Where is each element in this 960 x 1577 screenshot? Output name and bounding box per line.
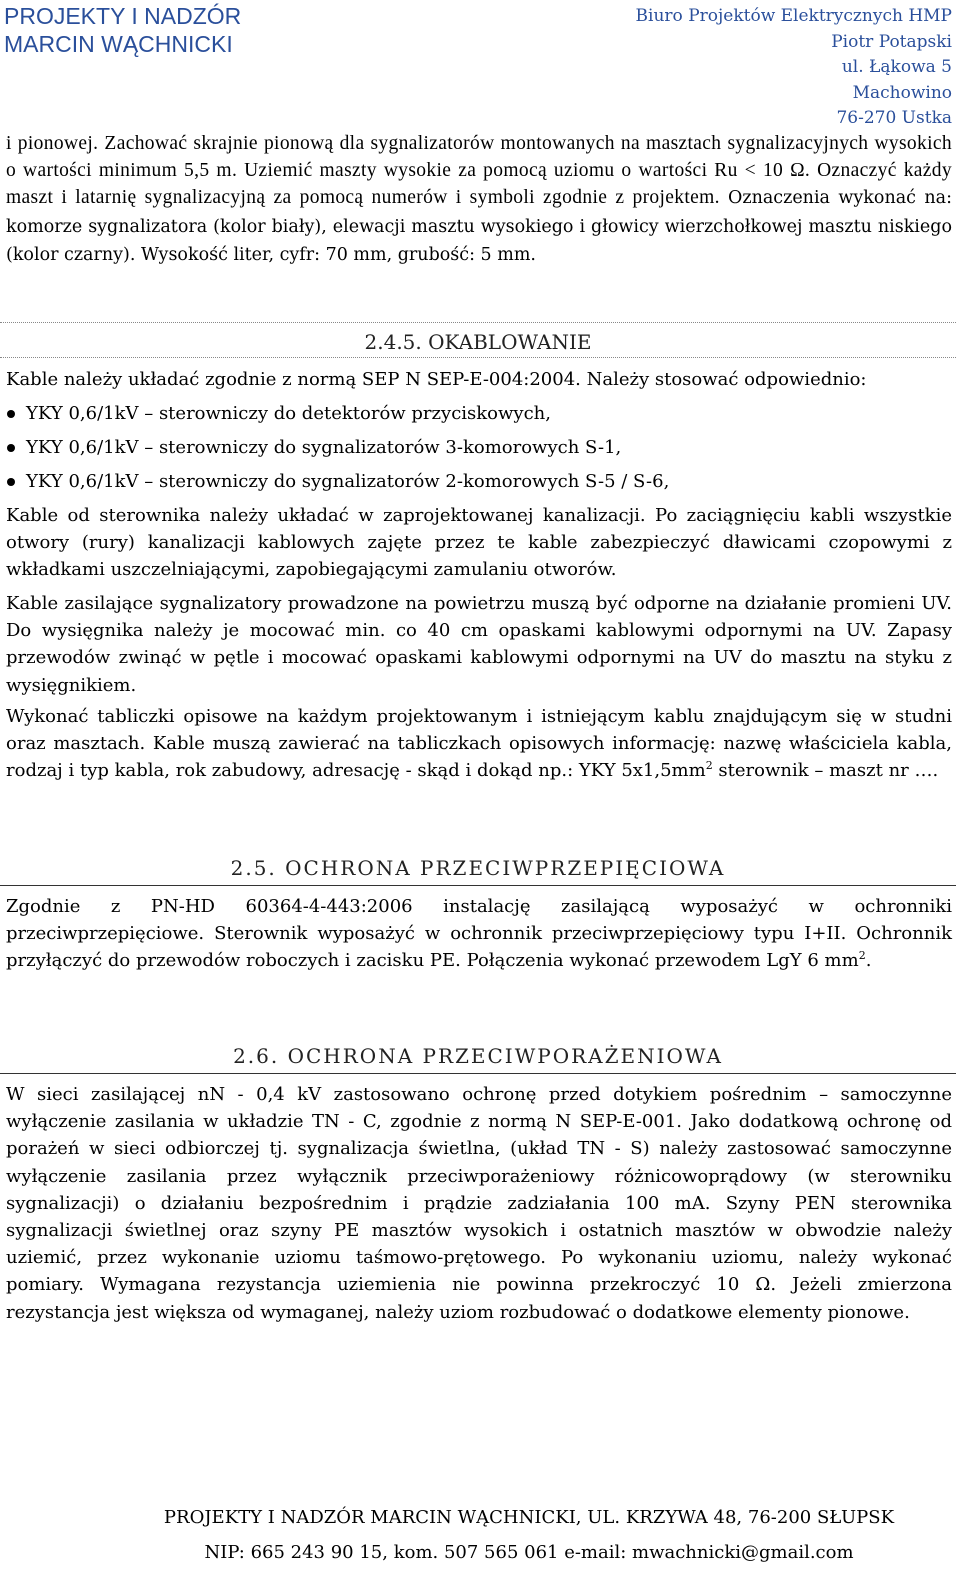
list-item-text: YKY 0,6/1kV – sterowniczy do sygnalizatorów 2-komorowych S-5 / S-6, <box>26 471 670 492</box>
section-heading-shock-protection: 2.6. OCHRONA PRZECIWPORAŻENIOWA <box>233 1044 723 1068</box>
cable-tags-text: Wykonać tabliczki opisowe na każdym projektowanym i istniejącym kablu znajdującym się w studni oraz masztach. Kable muszą zawierać na tabliczkach opisowych informację: nazwę właściciela kabla, rodzaj i typ kabla, rok zabudowy, adresację - skąd i dokąd np.: YKY 5x1,5mm <box>6 706 952 782</box>
paragraph-overhead-cables: Kable zasilające sygnalizatory prowadzone na powietrzu muszą być odporne na działanie promieni UV. Do wysięgnika należy je mocować min. co 40 cm opaskami kablowymi odpornymi na UV. Zapasy przewodów zwinąć w pętle i mocować opaskami kablowymi odpornymi na UV do masztu na styku z wysięgnikiem. <box>6 593 952 696</box>
paragraph-cable-tags <box>6 703 952 785</box>
cable-type-list <box>6 398 952 500</box>
paragraph-masts <box>6 130 952 269</box>
header-address <box>636 4 952 132</box>
bullet-icon <box>7 410 15 418</box>
header-address-line: 76-270 Ustka <box>836 108 952 128</box>
cable-tags-text-end: sterownik – maszt nr …. <box>712 760 939 782</box>
paragraph-surge-protection <box>6 893 952 975</box>
header-address-line: Piotr Potapski <box>831 31 952 52</box>
bullet-icon <box>7 444 15 452</box>
section-heading-surge-protection: 2.5. OCHRONA PRZECIWPRZEPIĘCIOWA <box>230 856 726 880</box>
header-address-line: Machowino <box>852 82 952 103</box>
footer-contact: NIP: 665 243 90 15, kom. 507 565 061 e-mail: mwachnicki@gmail.com <box>204 1542 854 1563</box>
paragraph-cable-ducts: Kable od sterownika należy układać w zaprojektowanej kanalizacji. Po zaciągnięciu kabli wszystkie otwory (rury) kanalizacji kablowych zajęte przez te kable zabezpieczyć dławicami czopowymi z wkładkami uszczelniającymi, zapobiegającymi zamulaniu otworów. <box>6 505 952 581</box>
section-heading-cabling: 2.4.5. OKABLOWANIE <box>364 330 592 354</box>
superscript: 2 <box>858 949 866 963</box>
surge-protection-text: Zgodnie z PN-HD 60364-4-443:2006 instalację zasilającą wyposażyć w ochronniki przeciwprzepięciowe. Sterownik wyposażyć w ochronnik przeciwprzepięciowy typu I+II. Ochronnik przyłączyć do przewodów roboczych i zacisku PE. Połączenia wykonać przewodem LgY 6 mm <box>6 896 952 972</box>
paragraph-shock-protection: W sieci zasilającej nN - 0,4 kV zastosowano ochronę przed dotykiem pośrednim – samoczynne wyłączenie zasilania w układzie TN - C, zgodnie z normą N SEP-E-001. Jako dodatkową ochronę od porażeń w sieci odbiorczej tj. sygnalizacja świetlna, (układ TN - S) należy zastosować samoczynne wyłączenie zasilania przez wyłącznik przeciwporażeniowy różnicowoprądowy (w sterowniku sygnalizacji) o działaniu bezpośrednim i prądzie zadziałania 100 mA. Szyny PEN sterownika sygnalizacji świetlnej oraz szyny PE masztów wysokich i ostatnich masztów w obwodzie należy uziemić, przez wykonanie uziomu taśmowo-prętowego. Po wykonaniu uziomu, należy wykonać pomiary. Wymagana rezystancja uziemienia nie powinna przekroczyć 10 Ω. Jeżeli zmierzona rezystancja jest większa od wymaganej, należy uziom rozbudować o dodatkowe elementy pionowe. <box>6 1084 952 1323</box>
header-company-line2: MARCIN WĄCHNICKI <box>4 31 233 57</box>
list-item <box>6 432 952 466</box>
list-item <box>6 466 952 500</box>
list-item-text: YKY 0,6/1kV – sterowniczy do detektorów przyciskowych, <box>26 403 551 424</box>
paragraph-masts-main: i pionowej. Zachować skrajnie pionową dla sygnalizatorów montowanych na masztach sygnalizacyjnych wysokich o wartości minimum 5,5 m. Uziemić maszty wysokie za pomocą uziomu o wartości Ru < 10 Ω. Oznaczyć każdy maszt i latarnię sygnalizacyjną za pomocą numerów i symboli zgodnie z projektem. <box>6 133 952 209</box>
list-item-text: YKY 0,6/1kV – sterowniczy do sygnalizatorów 3-komorowych S-1, <box>26 437 622 458</box>
footer-address: PROJEKTY I NADZÓR MARCIN WĄCHNICKI, UL. KRZYWA 48, 76-200 SŁUPSK <box>163 1507 895 1528</box>
section-underline <box>0 1073 956 1074</box>
section-divider <box>0 322 956 323</box>
surge-protection-text-end: . <box>865 950 872 972</box>
header-company <box>4 2 241 58</box>
bullet-icon <box>7 478 15 486</box>
superscript: 2 <box>705 759 713 773</box>
paragraph-cabling-intro: Kable należy układać zgodnie z normą SEP N SEP-E-004:2004. Należy stosować odpowiednio: <box>6 369 867 390</box>
header-address-line: Biuro Projektów Elektrycznych HMP <box>635 6 952 26</box>
header-address-line: ul. Łąkowa 5 <box>841 57 952 77</box>
section-divider <box>0 357 956 358</box>
header-company-line1: PROJEKTY I NADZÓR <box>4 3 242 29</box>
section-underline <box>0 885 956 886</box>
list-item <box>6 398 952 432</box>
paragraph-masts-marking: Oznaczenia wykonać na: komorze sygnalizatora (kolor biały), elewacji masztu wysokiego i głowicy wierzchołkowej masztu niskiego (kolor czarny). Wysokość liter, cyfr: 70 mm, grubość: 5 mm. <box>6 188 952 265</box>
